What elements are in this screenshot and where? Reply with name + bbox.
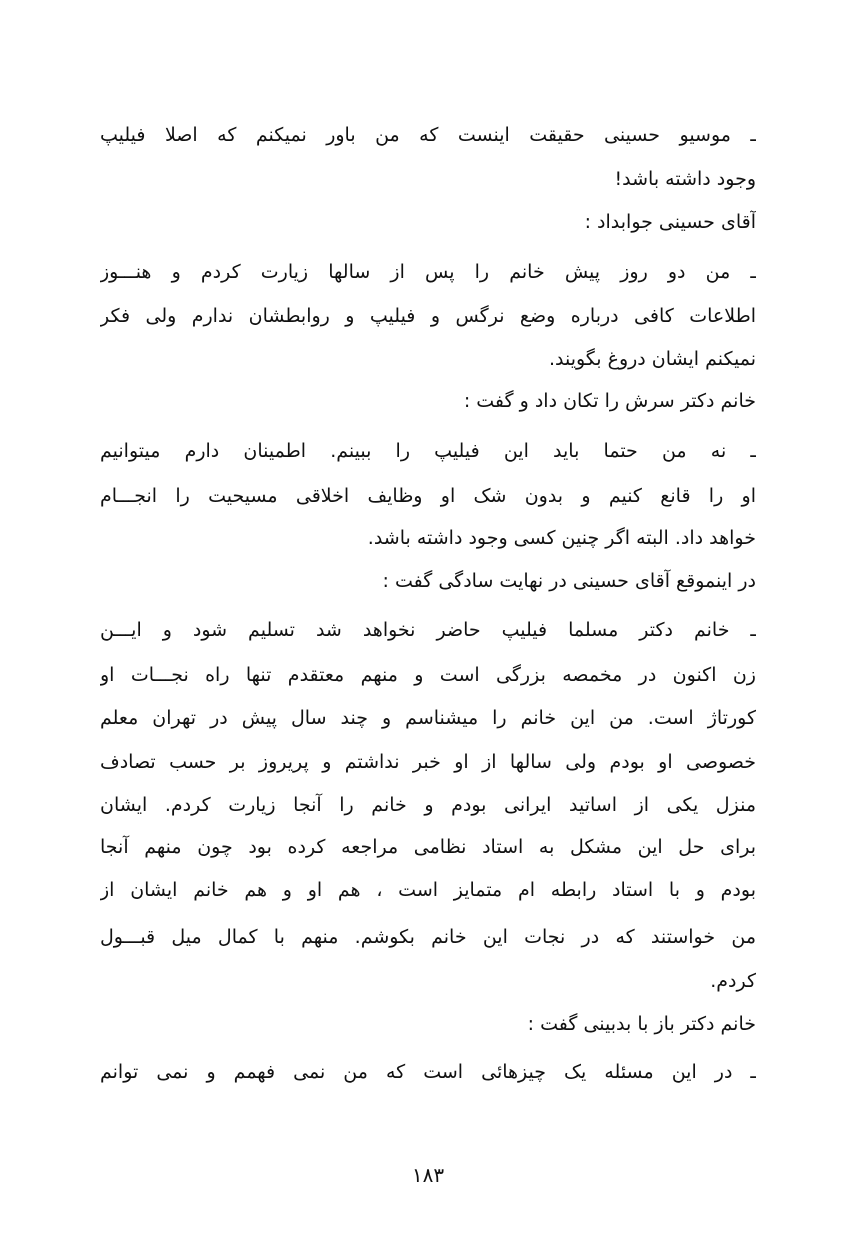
text-line: خواهد داد. البته اگر چنین کسی وجود داشته باشد. (367, 527, 756, 549)
text-line: ـ خانم دکتر مسلما فیلیپ حاضر نخواهد شد تسلیم شود و ایـــن (100, 619, 756, 641)
text-line: برای حل این مشکل به استاد نظامی مراجعه کرده بود چون منهم آنجا (100, 836, 756, 858)
book-page (100, 0, 756, 1240)
text-line: منزل یکی از اساتید ایرانی بودم و خانم را آنجا زیارت کردم. ایشان (100, 794, 756, 816)
text-line: ـ در این مسئله یک چیزهائی است که من نمی فهمم و نمی توانم (100, 1061, 756, 1083)
text-line: ـ نه من حتما باید این فیلیپ را ببینم. اطمینان دارم میتوانیم (100, 440, 756, 462)
text-line: خانم دکتر باز با بدبینی گفت : (527, 1013, 756, 1035)
text-line: کورتاژ است. من این خانم را میشناسم و چند سال پیش در تهران معلم (100, 707, 756, 729)
text-line: خصوصی او بودم ولی سالها از او خبر نداشتم و پریروز بر حسب تصادف (100, 751, 756, 773)
text-line: خانم دکتر سرش را تکان داد و گفت : (463, 390, 756, 412)
text-line: نمیکنم ایشان دروغ بگویند. (548, 348, 756, 370)
text-line: کردم. (710, 970, 756, 992)
text-line: ـ موسیو حسینی حقیقت اینست که من باور نمیکنم که اصلا فیلیپ (100, 124, 756, 146)
text-line: در اینموقع آقای حسینی در نهایت سادگی گفت : (382, 570, 756, 592)
text-line: بودم و با استاد رابطه ام متمایز است ، هم او و هم خانم ایشان از (100, 879, 756, 901)
text-line: او را قانع کنیم و بدون شک او وظایف اخلاقی مسیحیت را انجـــام (100, 485, 756, 507)
page-number: ١٨٣ (411, 1163, 445, 1187)
text-line: ـ من دو روز پیش خانم را پس از سالها زیارت کردم و هنـــوز (100, 261, 756, 283)
text-line: من خواستند که در نجات این خانم بکوشم. منهم با کمال میل قبـــول (100, 926, 756, 948)
text-line: وجود داشته باشد! (614, 168, 756, 190)
text-line: اطلاعات کافی درباره وضع نرگس و فیلیپ و روابطشان ندارم ولی فکر (100, 305, 756, 327)
text-line: آقای حسینی جوابداد : (584, 211, 756, 233)
text-line: زن اکنون در مخمصه بزرگی است و منهم معتقدم تنها راه نجـــات او (100, 664, 756, 686)
